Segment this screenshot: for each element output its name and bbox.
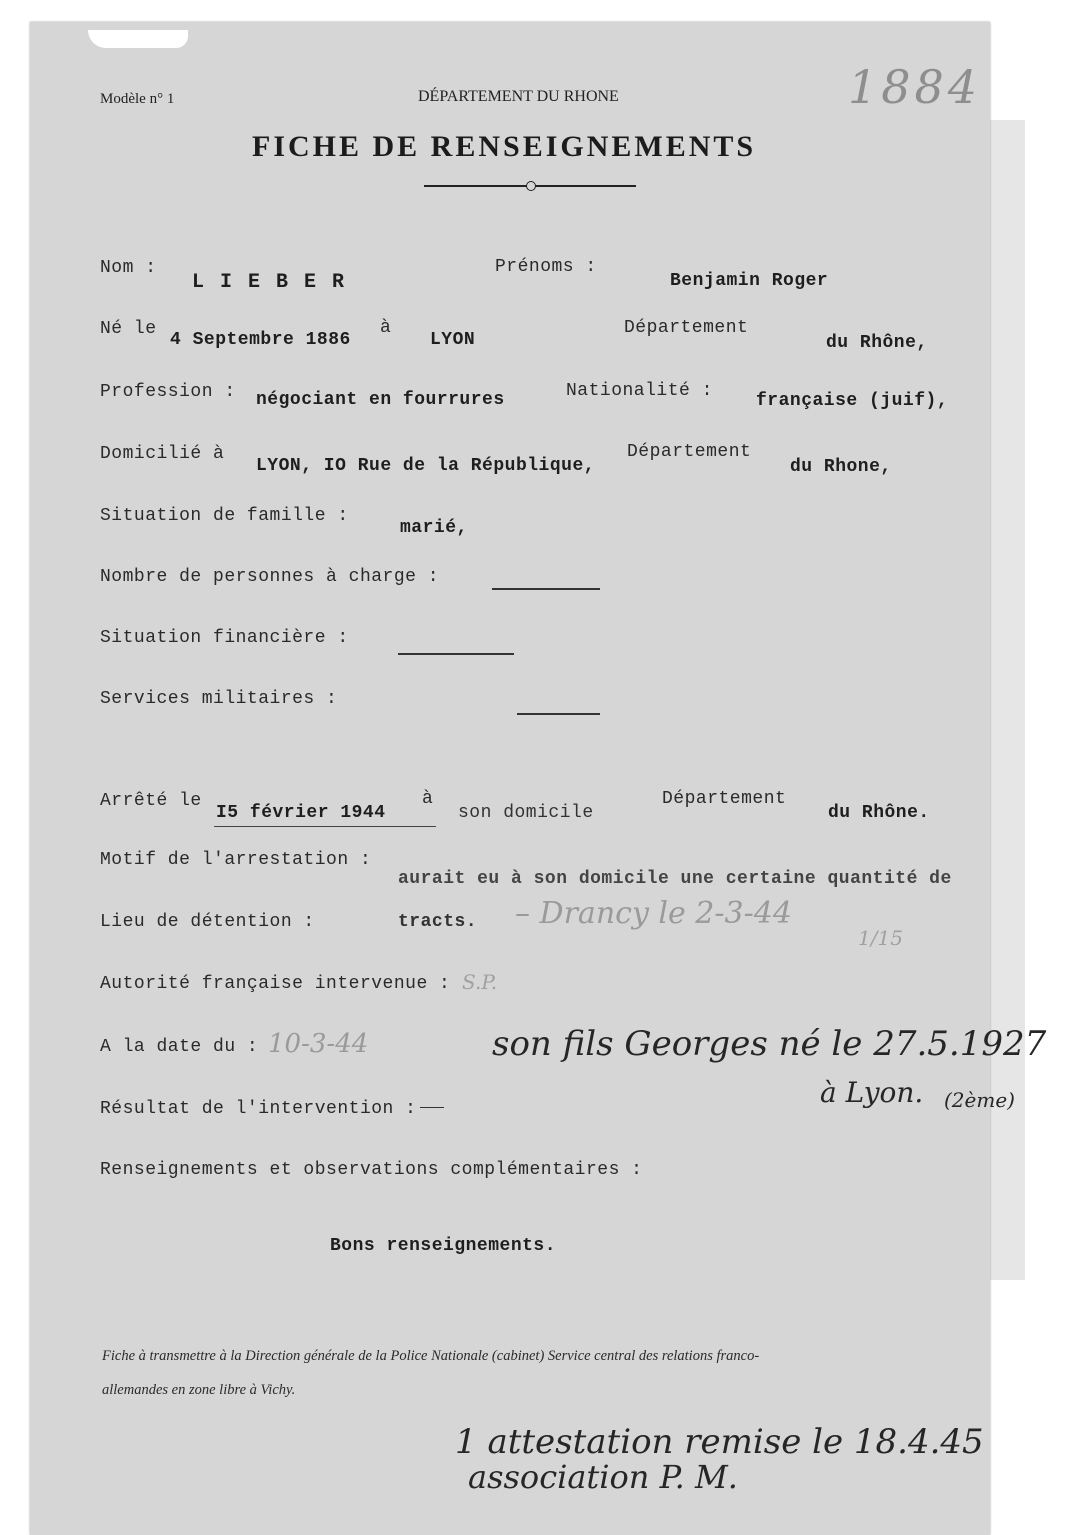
arrete-a-label: à [422, 789, 434, 809]
nationalite-label: Nationalité : [566, 381, 713, 401]
charge-label: Nombre de personnes à charge : [100, 567, 440, 587]
document-title: FICHE DE RENSEIGNEMENTS [252, 130, 757, 163]
financiere-blank [398, 653, 514, 655]
detention-label: Lieu de détention : [100, 912, 315, 932]
profession-value: négociant en fourrures [256, 390, 505, 410]
famille-value: marié, [400, 518, 468, 538]
motif-line1: aurait eu à son domicile une certaine quantité de [398, 869, 952, 889]
ne-department-value: du Rhône, [826, 333, 928, 353]
title-ornament [526, 181, 536, 191]
charge-blank [492, 588, 600, 590]
ne-place: LYON [430, 330, 476, 350]
detention-handwritten: – Drancy le 2-3-44 [515, 896, 792, 931]
model-number: Modèle n° 1 [100, 91, 175, 107]
date-label: A la date du : [100, 1037, 259, 1057]
domicile-value: LYON, IO Rue de la République, [256, 456, 596, 476]
arrete-underline [214, 826, 436, 827]
autorite-label: Autorité française intervenue : [100, 974, 451, 994]
ne-a-label: à [380, 318, 392, 338]
renseignements-label: Renseignements et observations complémentaires : [100, 1160, 643, 1180]
profession-label: Profession : [100, 382, 236, 402]
militaires-blank [517, 713, 600, 715]
famille-label: Situation de famille : [100, 506, 349, 526]
detention-note: 1/15 [858, 926, 903, 950]
prenoms-label: Prénoms : [495, 257, 597, 277]
arrete-department-label: Département [662, 789, 787, 809]
nom-label: Nom : [100, 258, 157, 278]
domicile-department-value: du Rhone, [790, 457, 892, 477]
arrete-label: Arrêté le [100, 791, 202, 811]
handwritten-note-line2: à Lyon. [820, 1076, 924, 1109]
arrete-department-value: du Rhône. [828, 803, 930, 823]
motif-label: Motif de l'arrestation : [100, 850, 372, 870]
handwritten-note-suffix: (2ème) [944, 1088, 1015, 1112]
department-header: DÉPARTEMENT DU RHONE [418, 88, 619, 105]
ne-label: Né le [100, 319, 157, 339]
nom-value: L I E B E R [192, 271, 347, 294]
resultat-label: Résultat de l'intervention : [100, 1099, 417, 1119]
nationalite-value: française (juif), [756, 391, 949, 411]
autorite-value: S.P. [462, 970, 498, 994]
ne-department-label: Département [624, 318, 749, 338]
document-sheet [30, 22, 990, 1535]
bottom-handwritten-line2: association P. M. [468, 1458, 738, 1496]
arrete-value: I5 février 1944 [216, 803, 386, 823]
financiere-label: Situation financière : [100, 628, 349, 648]
arrete-place: son domicile [458, 803, 594, 823]
militaires-label: Services militaires : [100, 689, 338, 709]
handwritten-note-line1: son fils Georges né le 27.5.1927 [492, 1024, 1047, 1064]
footer-line1: Fiche à transmettre à la Direction générale de la Police Nationale (cabinet) Service central des relations franco- [102, 1348, 760, 1364]
renseignements-value: Bons renseignements. [330, 1236, 557, 1256]
motif-line2: tracts. [398, 912, 478, 932]
date-value: 10-3-44 [268, 1029, 369, 1059]
domicile-department-label: Département [627, 442, 752, 462]
archive-number: 1884 [848, 60, 982, 114]
domicile-label: Domicilié à [100, 444, 225, 464]
footer-line2: allemandes en zone libre à Vichy. [102, 1382, 296, 1398]
ne-value: 4 Septembre 1886 [170, 330, 351, 350]
torn-corner [88, 30, 188, 48]
bottom-handwritten-line1: 1 attestation remise le 18.4.45 [455, 1422, 984, 1462]
prenoms-value: Benjamin Roger [670, 271, 829, 291]
resultat-blank [420, 1107, 444, 1108]
